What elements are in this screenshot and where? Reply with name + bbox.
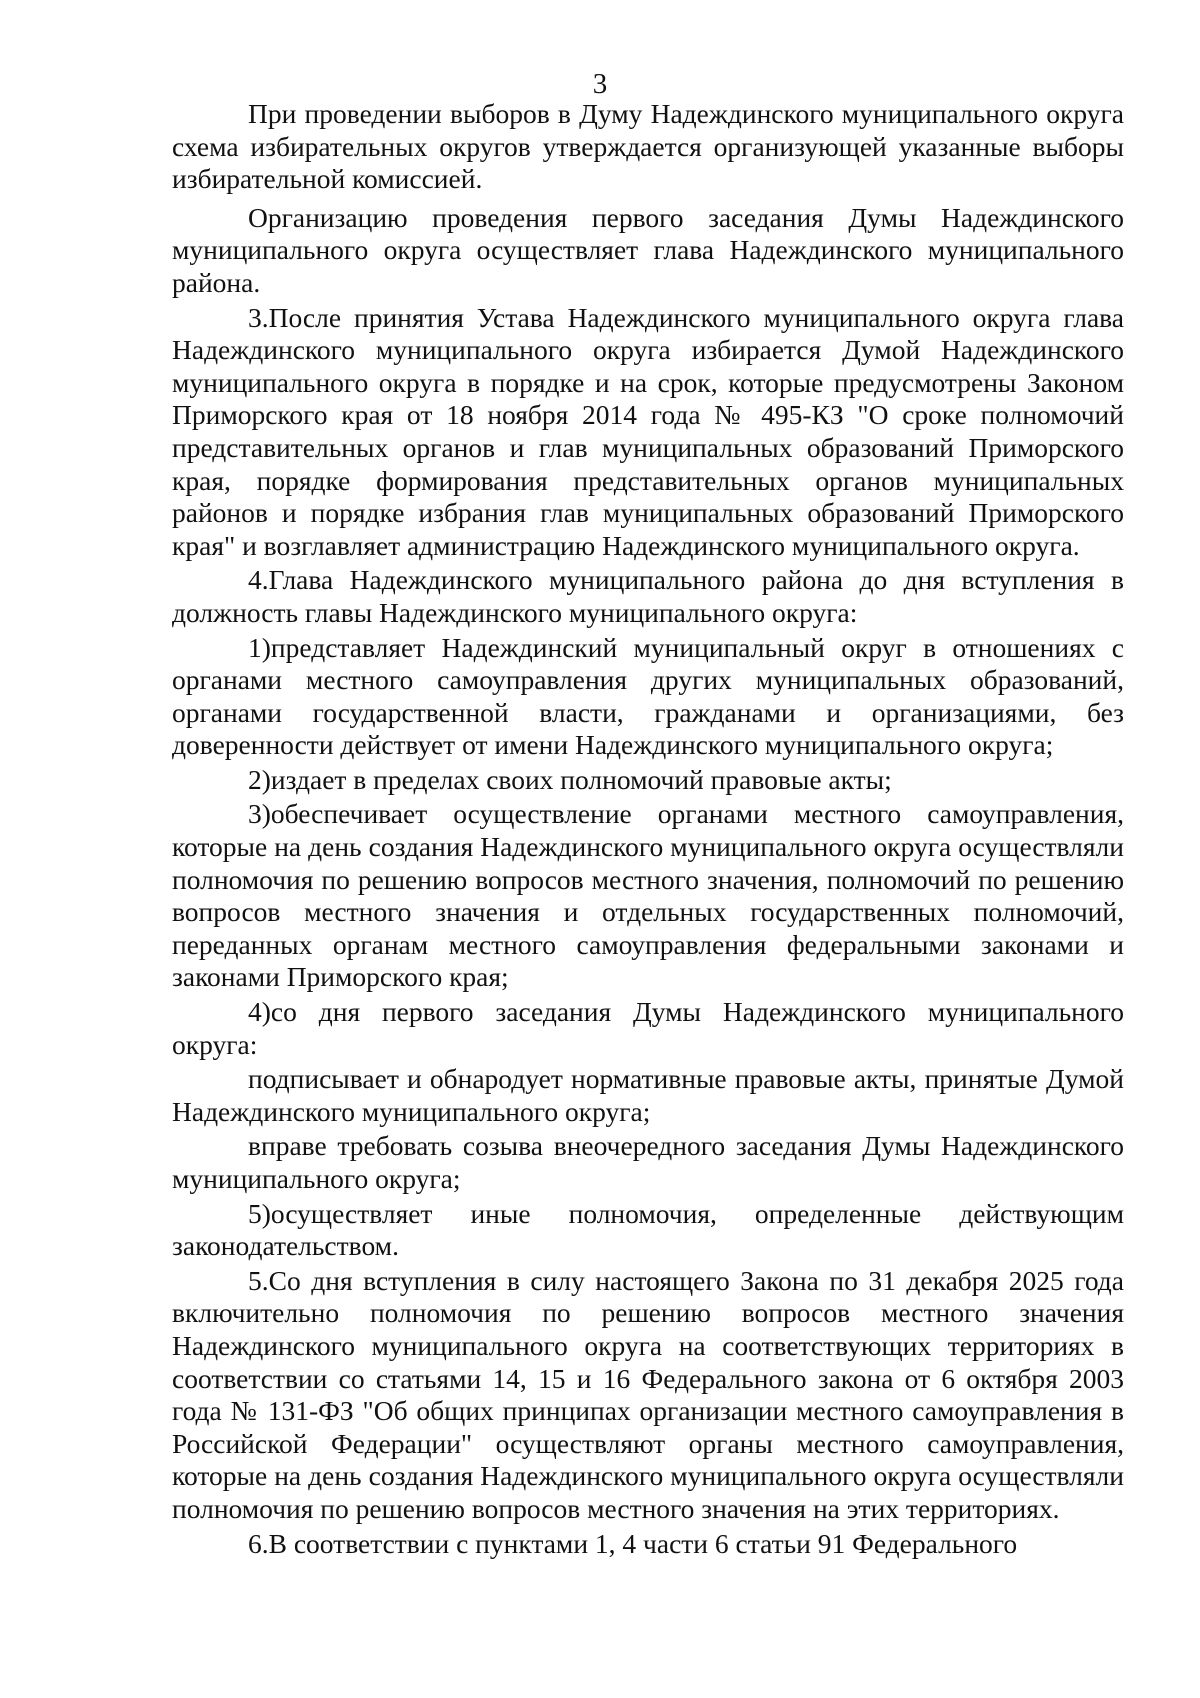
page-number: 3: [592, 68, 608, 100]
paragraph-signs-acts: подписывает и обнародует нормативные правовые акты, принятые Думой Надеждинского муниципального округа;: [172, 1063, 1124, 1127]
document-body: [172, 98, 1124, 1562]
paragraph-extraordinary-session: вправе требовать созыва внеочередного заседания Думы Надеждинского муниципального округа;: [172, 1130, 1124, 1194]
paragraph-election-scheme: При проведении выборов в Думу Надеждинского муниципального округа схема избирательных округов утверждается организующей указанные выборы избирательной комиссией.: [172, 98, 1124, 195]
paragraph-item-4: 4.Глава Надеждинского муниципального района до дня вступления в должность главы Надеждинского муниципального округа:: [172, 564, 1124, 628]
paragraph-item-6: 6.В соответствии с пунктами 1, 4 части 6 статьи 91 Федерального: [248, 1527, 1018, 1559]
paragraph-subitem-4: 4)со дня первого заседания Думы Надеждинского муниципального округа:: [172, 996, 1124, 1060]
paragraph-subitem-1: 1)представляет Надеждинский муниципальный округ в отношениях с органами местного самоуправления других муниципальных образований, органами государственной власти, гражданами и организациями, без доверенности действует от имени Надеждинского муниципального округа;: [172, 631, 1124, 761]
paragraph-item-3: 3.После принятия Устава Надеждинского муниципального округа глава Надеждинского муниципального округа избирается Думой Надеждинского муниципального округа в порядке и на срок, которые предусмотрены Законом Приморского края от 18 ноября 2014 года № 495-КЗ "О сроке полномочий представительных органов и глав муниципальных образований Приморского края, порядке формирования представительных органов муниципальных районов и порядке избрания глав муниципальных образований Приморского края" и возглавляет администрацию Надеждинского муниципального округа.: [172, 301, 1124, 561]
paragraph-subitem-5: 5)осуществляет иные полномочия, определенные действующим законодательством.: [172, 1197, 1124, 1262]
paragraph-item-5: 5.Со дня вступления в силу настоящего Закона по 31 декабря 2025 года включительно полномочия по решению вопросов местного значения Надеждинского муниципального округа на соответствующих территориях в соответствии со статьями 14, 15 и 16 Федерального закона от 6 октября 2003 года № 131-ФЗ "Об общих принципах организации местного самоуправления в Российской Федерации" осуществляют органы местного самоуправления, которые на день создания Надеждинского муниципального округа осуществляли полномочия по решению вопросов местного значения на этих территориях.: [172, 1264, 1124, 1524]
paragraph-subitem-3: 3)обеспечивает осуществление органами местного самоуправления, которые на день создания Надеждинского муниципального округа осуществляли полномочия по решению вопросов местного значения, полномочий по решению вопросов местного значения и отдельных государственных полномочий, переданных органам местного самоуправления федеральными законами и законами Приморского края;: [172, 798, 1124, 993]
paragraph-first-session: Организацию проведения первого заседания Думы Надеждинского муниципального округа осуществляет глава Надеждинского муниципального района.: [172, 201, 1124, 298]
paragraph-subitem-2: 2)издает в пределах своих полномочий правовые акты;: [248, 763, 892, 795]
